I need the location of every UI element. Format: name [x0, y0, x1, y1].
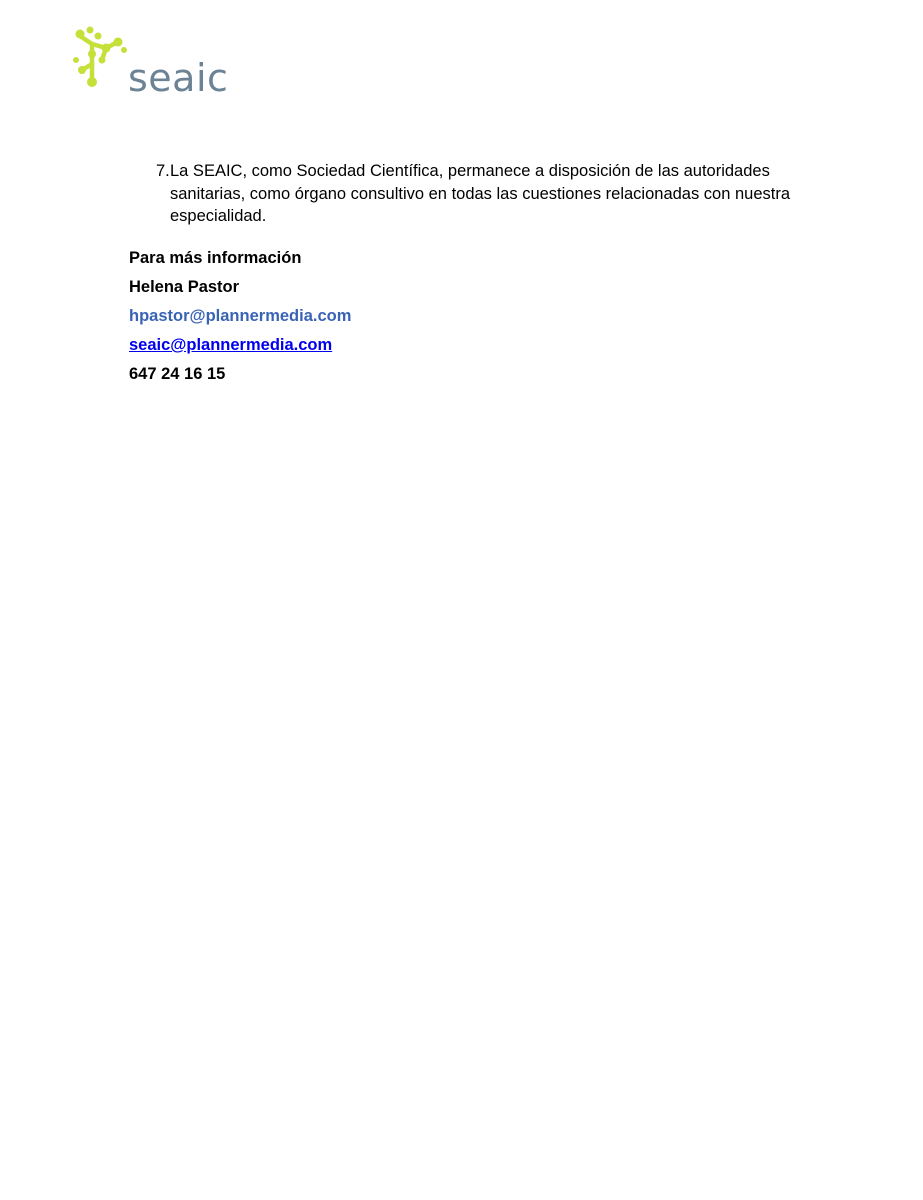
contact-email-link[interactable]: seaic@plannermedia.com: [129, 336, 333, 354]
list-item-number: 7.: [156, 162, 170, 180]
contact-email-primary[interactable]: hpastor@plannermedia.com: [129, 307, 352, 325]
contact-name: Helena Pastor: [129, 278, 240, 296]
contact-heading: Para más información: [129, 249, 302, 267]
logo-wordmark: seaic: [128, 56, 229, 100]
list-item-text: La SEAIC, como Sociedad Científica, permanece a disposición de las autoridades sanitarias, como órgano consultivo en todas las cuestiones relacionadas con nuestra especialidad.: [170, 162, 791, 225]
seaic-logo: [72, 26, 232, 106]
contact-block: [129, 248, 351, 393]
numbered-list: [130, 160, 830, 228]
molecule-mark-icon: [72, 26, 132, 92]
contact-phone: 647 24 16 15: [129, 365, 226, 383]
list-item: [130, 160, 830, 228]
